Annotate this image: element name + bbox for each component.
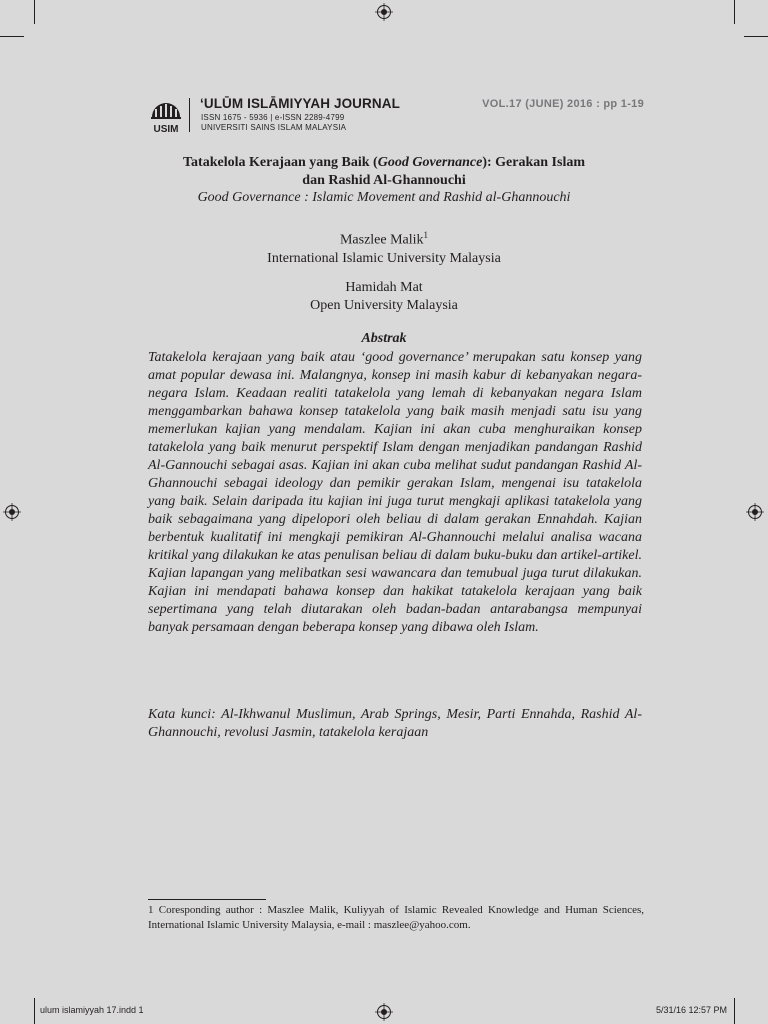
usim-logo-icon — [146, 95, 186, 135]
journal-issn: ISSN 1675 - 5936 | e-ISSN 2289-4799 — [201, 113, 345, 122]
author-2-name: Hamidah Mat — [345, 280, 423, 295]
author-1 — [0, 226, 768, 268]
keywords: Kata kunci: Al-Ikhwanul Muslimun, Arab Springs, Mesir, Parti Ennahda, Rashid Al-Ghannouchi, revolusi Jasmin, tatakelola kerajaan — [148, 707, 642, 740]
crop-mark-bottom-left — [34, 998, 35, 1024]
logo-text: USIM — [153, 124, 179, 135]
title-part-b: ): Gerakan Islam — [482, 155, 585, 170]
abstract-heading: Abstrak — [361, 331, 407, 346]
registration-mark-top-icon — [375, 3, 393, 21]
slug-date: 5/31/16 12:57 PM — [655, 1005, 727, 1015]
registration-mark-bottom-icon — [375, 1003, 393, 1021]
crop-mark-top-left-h — [0, 36, 24, 37]
title-part-a: Tatakelola Kerajaan yang Baik ( — [182, 155, 378, 170]
title-emphasis: Good Governance — [377, 155, 483, 170]
registration-mark-right-icon — [746, 503, 764, 521]
registration-mark-left-icon — [3, 503, 21, 521]
journal-name: ʻULŪM ISLĀMIYYAH JOURNAL — [200, 96, 400, 111]
author-1-footnote-mark: 1 — [423, 230, 429, 240]
journal-university: UNIVERSITI SAINS ISLAM MALAYSIA — [201, 123, 347, 132]
article-title — [0, 154, 768, 190]
crop-mark-bottom-right — [734, 998, 735, 1024]
slug-file: ulum islamiyyah 17.indd 1 — [40, 1005, 144, 1015]
footnote-rule — [148, 899, 266, 900]
author-2 — [0, 279, 768, 315]
article-subtitle: Good Governance : Islamic Movement and Rashid al-Ghannouchi — [197, 190, 571, 205]
footnote: 1 Coresponding author : Maszlee Malik, Kuliyyah of Islamic Revealed Knowledge and Human Sciences, International Islamic University Malaysia, e-mail : maszlee@yahoo.com. — [148, 904, 644, 931]
crop-mark-top-right — [734, 0, 735, 24]
crop-mark-top-right-h — [744, 36, 768, 37]
author-1-affiliation: International Islamic University Malaysia — [267, 250, 501, 266]
abstract-text: Tatakelola kerajaan yang baik atau ‘good governance’ merupakan satu konsep yang amat popular dewasa ini. Malangnya, konsep ini masih kabur di kebanyakan negara-negara Islam. Keadaan realiti tatakelola yang lemah di kebanyakan negara Islam menggambarkan bahawa konsep tatakelola yang baik masih menjadi satu isu yang memerlukan kajian yang mendalam. Kajian ini akan cuba menghuraikan konsep tatakelola yang baik menurut perspektif Islam dengan menjadikan pandangan Rashid Al-Gannouchi sebagai asas. Kajian ini akan cuba melihat sudut pandangan Rashid Al-Ghannouchi sebagai ideology dan pemikir gerakan Islam, mengenai isu tatakelola yang baik. Selain daripada itu kajian ini juga turut mengkaji aplikasi tatakelola yang baik sebagaimana yang dipelopori oleh beliau di dalam gerakan Ennahdah. Kajian berbentuk kualitatif ini mengkaji pemikiran Al-Ghannouchi melalui analisa wacana kritikal yang dilakukan ke atas penulisan beliau di dalam buku-buku dan artikel-artikel. Kajian lapangan yang melibatkan sesi wawancara dan temubual juga turut dilakukan. Kajian ini mendapati bahawa konsep dan hakikat tatakelola kerajaan yang baik sepertimana yang telah diutarakan oleh badan-badan antarabangsa mempunyai banyak persamaan dengan beberapa konsep yang dibawa oleh Islam. — [148, 350, 642, 635]
journal-volume: VOL.17 (JUNE) 2016 : pp 1-19 — [482, 98, 644, 110]
author-2-affiliation: Open University Malaysia — [310, 298, 458, 313]
crop-mark-top-left — [34, 0, 35, 24]
title-line-2: dan Rashid Al-Ghannouchi — [302, 173, 466, 188]
logo-divider — [189, 98, 190, 132]
author-1-name: Maszlee Malik — [339, 232, 424, 248]
